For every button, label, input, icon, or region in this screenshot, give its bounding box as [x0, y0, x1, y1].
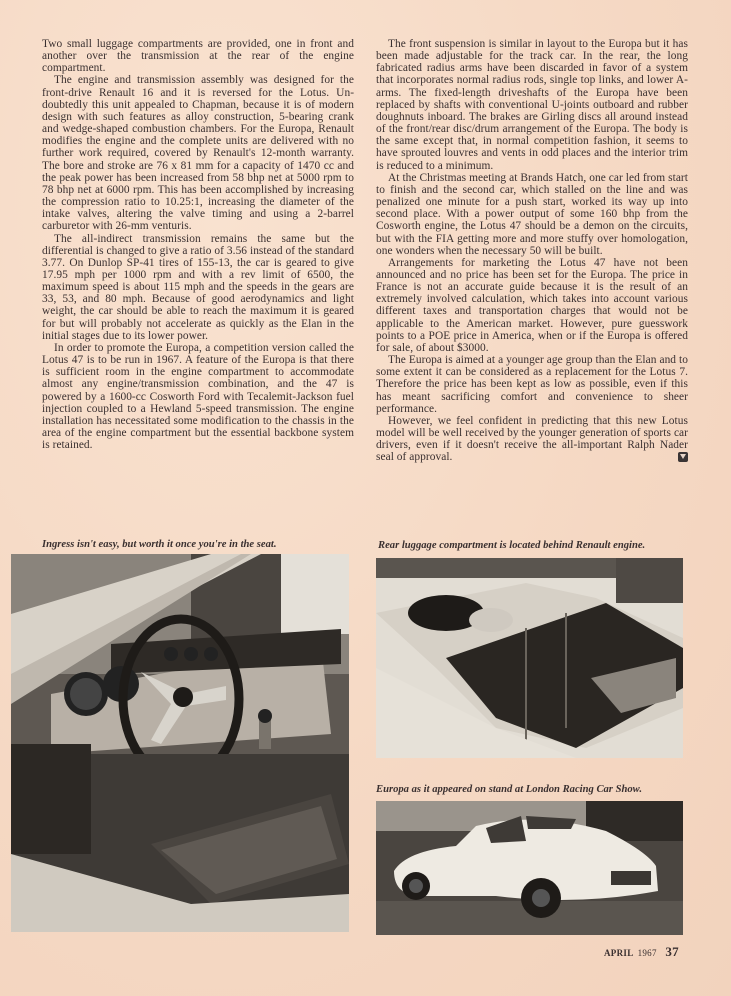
caption-show-stand: Europa as it appeared on stand at London Racing Car Show. — [376, 784, 642, 795]
paragraph: Arrangements for marketing the Lotus 47 have not been announced and no price has been set for the Europa. The price in France is not an accurate guide because it is the result of an extremely involved calculation, which takes into account various different taxes and transportation charges that would not be applicable to the American market. However, pure guesswork points to a POE price in America, when or if the Europa is offered for sale, of about $3000. — [376, 256, 688, 354]
photo-show-stand — [376, 801, 683, 935]
paragraph: At the Christmas meeting at Brands Hatch, one car led from start to finish and the second car, which stalled on the line and was penalized one minute for a push start, worked its way up into second place. With a power output of some 160 bhp from the Cosworth engine, the Lotus 47 should be a demon on the circuits, but with the FIA getting more and more stuffy over homologation, one wonders when the necessary 50 will be built. — [376, 171, 688, 257]
paragraph: The front suspension is similar in layout to the Europa but it has been made adjustable for the track car. In the rear, the long fabricated radius arms have been discarded in favor of a system that incorporates normal radius rods, single top links, and lower A-arms. The fixed-length driveshafts of the Europa have been replaced by shafts with conventional U-joints outboard and rubber doughnuts inboard. The brakes are Girling discs all around instead of the front/rear disc/drum arrangement of the Europa. The body is the same except that, in normal competition fashion, it seems to have sprouted louvres and vents in odd places and the interior trim is reduced to a minimum. — [376, 38, 688, 172]
caption-rear-luggage: Rear luggage compartment is located behind Renault engine. — [378, 540, 646, 551]
paragraph: However, we feel confident in predicting that this new Lotus model will be well received by the younger generation of sports car drivers, even if it doesn't receive the all-important Ralph Nader seal of approval. — [376, 414, 688, 464]
article-column-left — [42, 38, 354, 451]
paragraph: In order to promote the Europa, a competition version called the Lotus 47 is to be run in 1967. A feature of the Europa is that there is sufficient room in the engine compartment to accommodate almost any engine/transmission combination, and the 47 is powered by a 1600-cc Cosworth Ford with Tecalemit-Jackson fuel injection coupled to a Hewland 5-speed transmission. The engine installation has necessitated some modification to the chassis in the area of the engine compartment but the essential backbone system is retained. — [42, 341, 354, 452]
footer-month: APRIL — [604, 948, 634, 958]
end-of-article-icon — [678, 452, 688, 462]
caption-interior: Ingress isn't easy, but worth it once you're in the seat. — [42, 539, 277, 550]
page-footer — [604, 944, 679, 960]
photo-rear-luggage-image — [376, 558, 683, 758]
photo-interior-image — [11, 554, 349, 932]
paragraph: The Europa is aimed at a younger age group than the Elan and to some extent it can be considered as a replacement for the Lotus 7. Therefore the price has been kept as low as possible, even if this has meant sacrificing comfort and convenience to sheer performance. — [376, 354, 688, 415]
paragraph: The all-indirect transmission remains the same but the differential is changed to give a ratio of 3.56 instead of the standard 3.77. On Dunlop SP-41 tires of 155-13, the car is geared to give 17.95 mph per 1000 rpm and with a rev limit of 6500, the maximum speed is about 115 mph and the speeds in the gears are 33, 53, and 80 mph. Because of good aerodynamics and light weight, the car should be able to reach the maximum it is geared for but will probably not accelerate as quickly as the Elan in the initial stages due to its lower power. — [42, 232, 354, 342]
paragraph: Two small luggage compartments are provided, one in front and another over the transmission at the rear of the engine compartment. — [42, 38, 354, 75]
photo-interior — [11, 554, 349, 932]
photo-rear-luggage — [376, 558, 683, 758]
page-number: 37 — [665, 944, 679, 959]
paragraph: The engine and transmission assembly was designed for the front-drive Renault 16 and it is reversed for the Lotus. Undoubtedly this unit appealed to Chapman, because it is of modern design with such features as alloy construction, 5-bearing crank and wedge-shaped combustion chambers. For the Europa, Renault modifies the engine and the complete units are delivered with no further work required, covered by Renault's 12-month warranty. The bore and stroke are 76 x 81 mm for a capacity of 1470 cc and the peak power has been increased from 58 bhp net at 5000 rpm to 78 bhp net at 6000 rpm. This has been accomplished by increasing the compression ratio to 10.25:1, increasing the diameter of the intake valves, altering the valve timing and using a 2-barrel carburetor with 26-mm venturis. — [42, 74, 354, 233]
photo-show-stand-image — [376, 801, 683, 935]
article-column-right — [376, 38, 688, 463]
footer-year: 1967 — [637, 948, 657, 958]
paragraph-last — [376, 415, 688, 464]
